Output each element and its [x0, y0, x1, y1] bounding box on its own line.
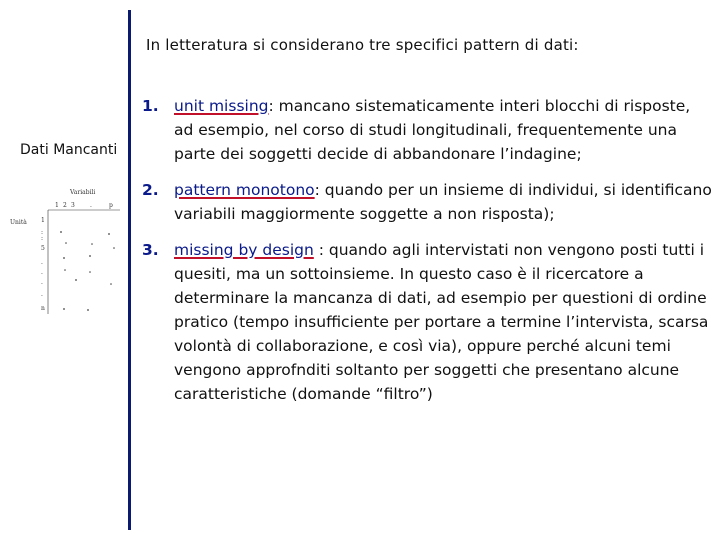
list-item [142, 94, 714, 166]
diagram-col-label: 1 [55, 202, 59, 209]
item-body [174, 178, 714, 226]
diagram-row-num: 5 [41, 245, 45, 252]
item-text: : quando agli intervistati non vengono posti tutti i quesiti, ma un sottoinsieme. In questo caso è il ricercatore a determinare la mancanza di dati, ad esempio per questioni di ordine pratico (tempo insufficiente per portare a termine l’intervista, scarsa volontà di collaborazione, e così via), oppure perché alcuni temi vengono approfnditi soltanto per soggetti che presentano alcune caratteristiche (domande “filtro”) [174, 241, 709, 403]
diagram-row-num: : [41, 229, 44, 236]
diagram-col-label: p [109, 202, 113, 209]
missing-data-matrix-diagram [8, 186, 124, 316]
item-body [174, 94, 714, 166]
vertical-divider [128, 10, 131, 530]
item-number: 3. [142, 241, 159, 259]
item-number: 1. [142, 97, 159, 115]
item-term: pattern monotono [174, 181, 315, 199]
diagram-header: Variabili [70, 189, 96, 196]
diagram-col-label: 2 [63, 202, 67, 209]
side-label: Dati Mancanti [20, 142, 118, 158]
diagram-row-num: . [41, 269, 43, 276]
item-text: : mancano sistematicamente interi blocchi di risposte, ad esempio, nel corso di studi longitudinali, frequentemente una parte dei soggetti decide di abbandonare l’indagine; [174, 97, 691, 163]
item-number: 2. [142, 181, 159, 199]
item-text: : quando per un insieme di individui, si identificano variabili maggiormente soggette a non risposta); [174, 181, 712, 223]
diagram-col-label: 3 [71, 202, 75, 209]
list-item [142, 178, 714, 226]
item-term: missing by design [174, 241, 314, 259]
pattern-list [142, 94, 714, 418]
diagram-row-num: . [41, 291, 43, 298]
diagram-row-num: : [41, 235, 44, 242]
list-item [142, 238, 714, 406]
diagram-row-num: . [41, 279, 43, 286]
item-term: unit missing [174, 97, 269, 115]
item-body [174, 238, 714, 406]
diagram-row-num: 1 [41, 217, 45, 224]
diagram-row-num: n [41, 305, 45, 312]
diagram-col-label: . [90, 202, 92, 209]
diagram-row-num: . [41, 259, 43, 266]
diagram-dots [60, 231, 115, 311]
intro-text: In letteratura si considerano tre specifici pattern di dati: [146, 36, 579, 54]
diagram-row-label: Unità [10, 219, 27, 226]
